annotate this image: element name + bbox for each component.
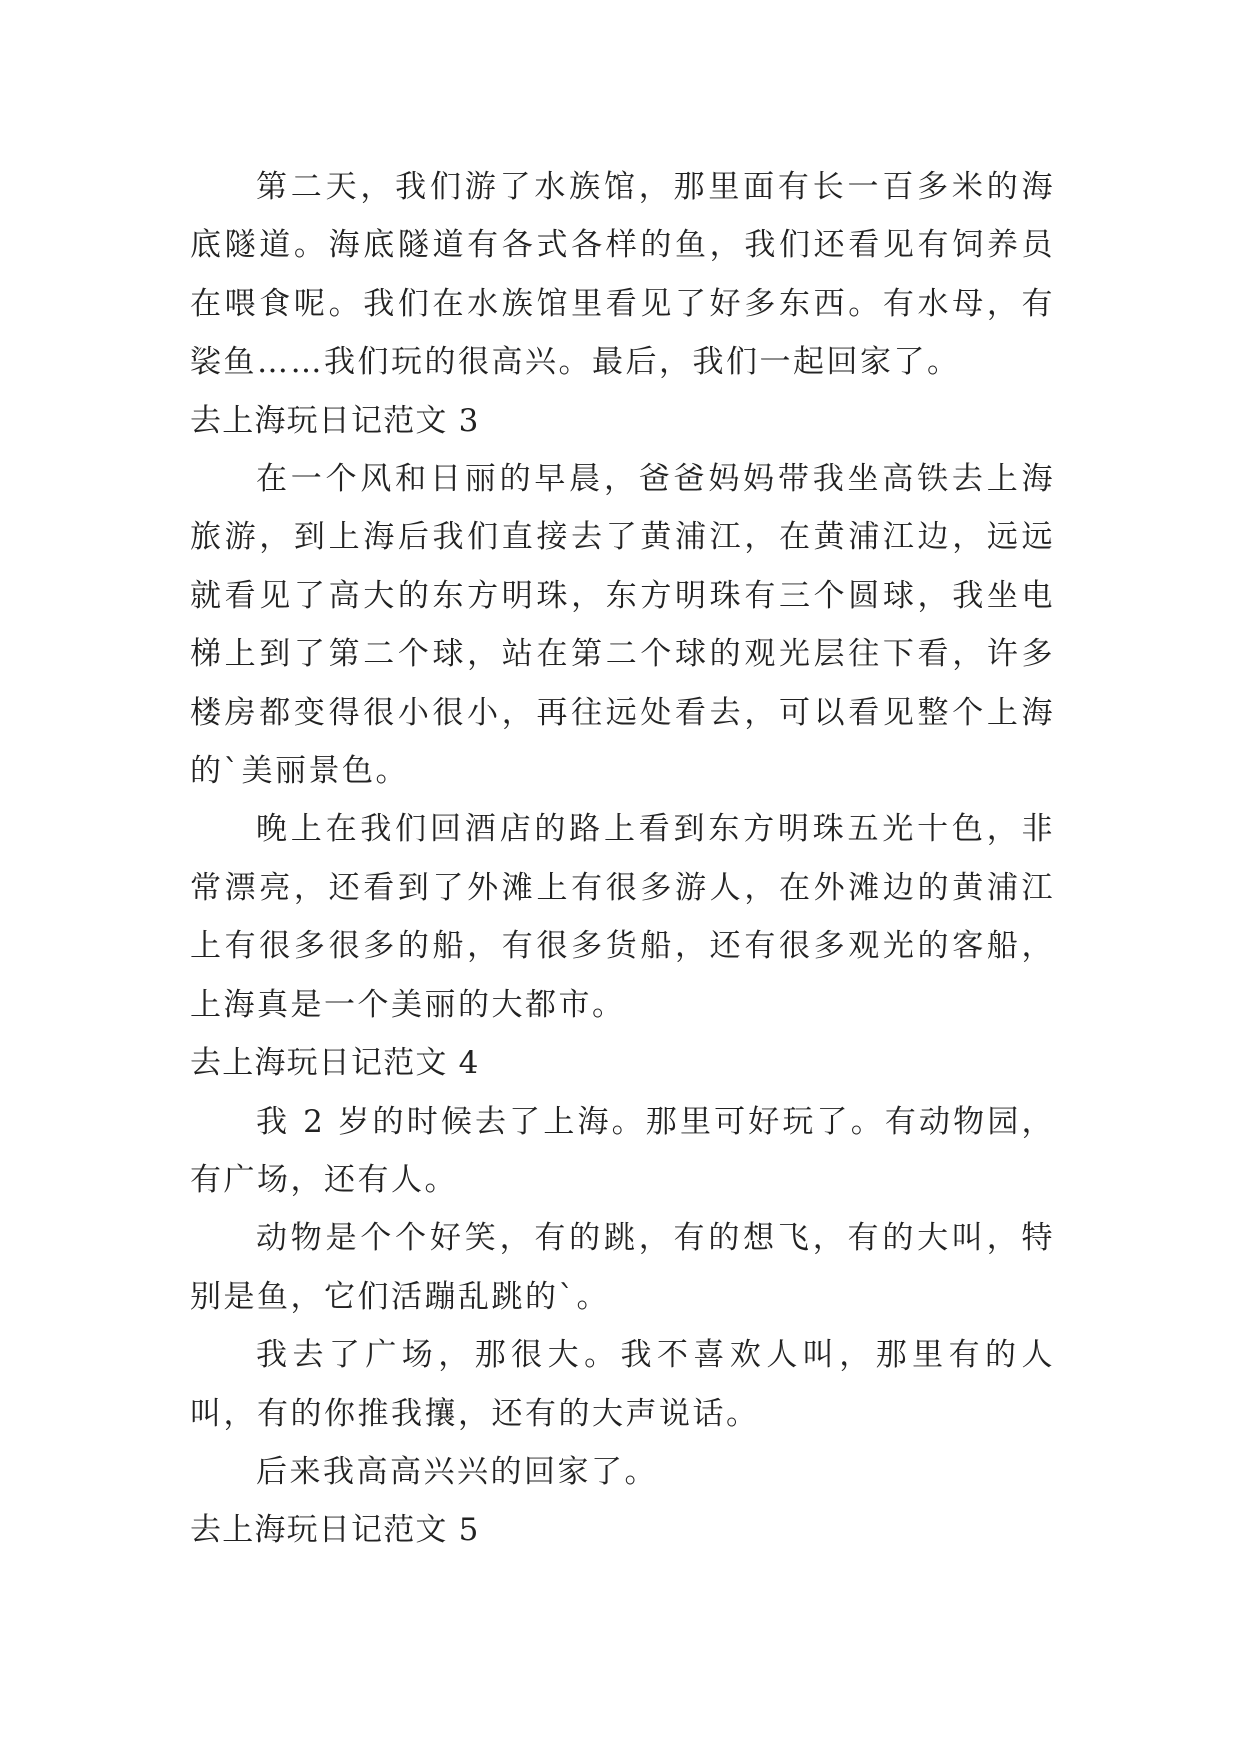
- document-body: [190, 158, 1055, 1560]
- paragraph-aquarium: 第二天，我们游了水族馆，那里面有长一百多米的海底隧道。海底隧道有各式各样的鱼，我们还看见有饲养员在喂食呢。我们在水族馆里看见了好多东西。有水母，有裟鱼……我们玩的很高兴。最后，我们一起回家了。: [190, 169, 1055, 381]
- section-heading-5: 去上海玩日记范文 5: [190, 1512, 480, 1549]
- paragraph-oriental-pearl: 在一个风和日丽的早晨，爸爸妈妈带我坐高铁去上海旅游，到上海后我们直接去了黄浦江，在黄浦江边，远远就看见了高大的东方明珠，东方明珠有三个圆球，我坐电梯上到了第二个球，站在第二个球的观光层往下看，许多楼房都变得很小很小，再往远处看去，可以看见整个上海的`美丽景色。: [190, 461, 1055, 790]
- paragraph-square: 我去了广场，那很大。我不喜欢人叫，那里有的人叫，有的你推我攘，还有的大声说话。: [190, 1337, 1055, 1432]
- section-heading-3: 去上海玩日记范文 3: [190, 402, 480, 439]
- paragraph-age-two: 我 2 岁的时候去了上海。那里可好玩了。有动物园，有广场，还有人。: [190, 1103, 1055, 1198]
- paragraph-evening-bund: 晚上在我们回酒店的路上看到东方明珠五光十色，非常漂亮，还看到了外滩上有很多游人，在外滩边的黄浦江上有很多很多的船，有很多货船，还有很多观光的客船，上海真是一个美丽的大都市。: [190, 811, 1055, 1023]
- paragraph-animals: 动物是个个好笑，有的跳，有的想飞，有的大叫，特别是鱼，它们活蹦乱跳的`。: [190, 1220, 1055, 1315]
- section-heading-4: 去上海玩日记范文 4: [190, 1045, 480, 1082]
- paragraph-went-home: 后来我高高兴兴的回家了。: [256, 1453, 658, 1490]
